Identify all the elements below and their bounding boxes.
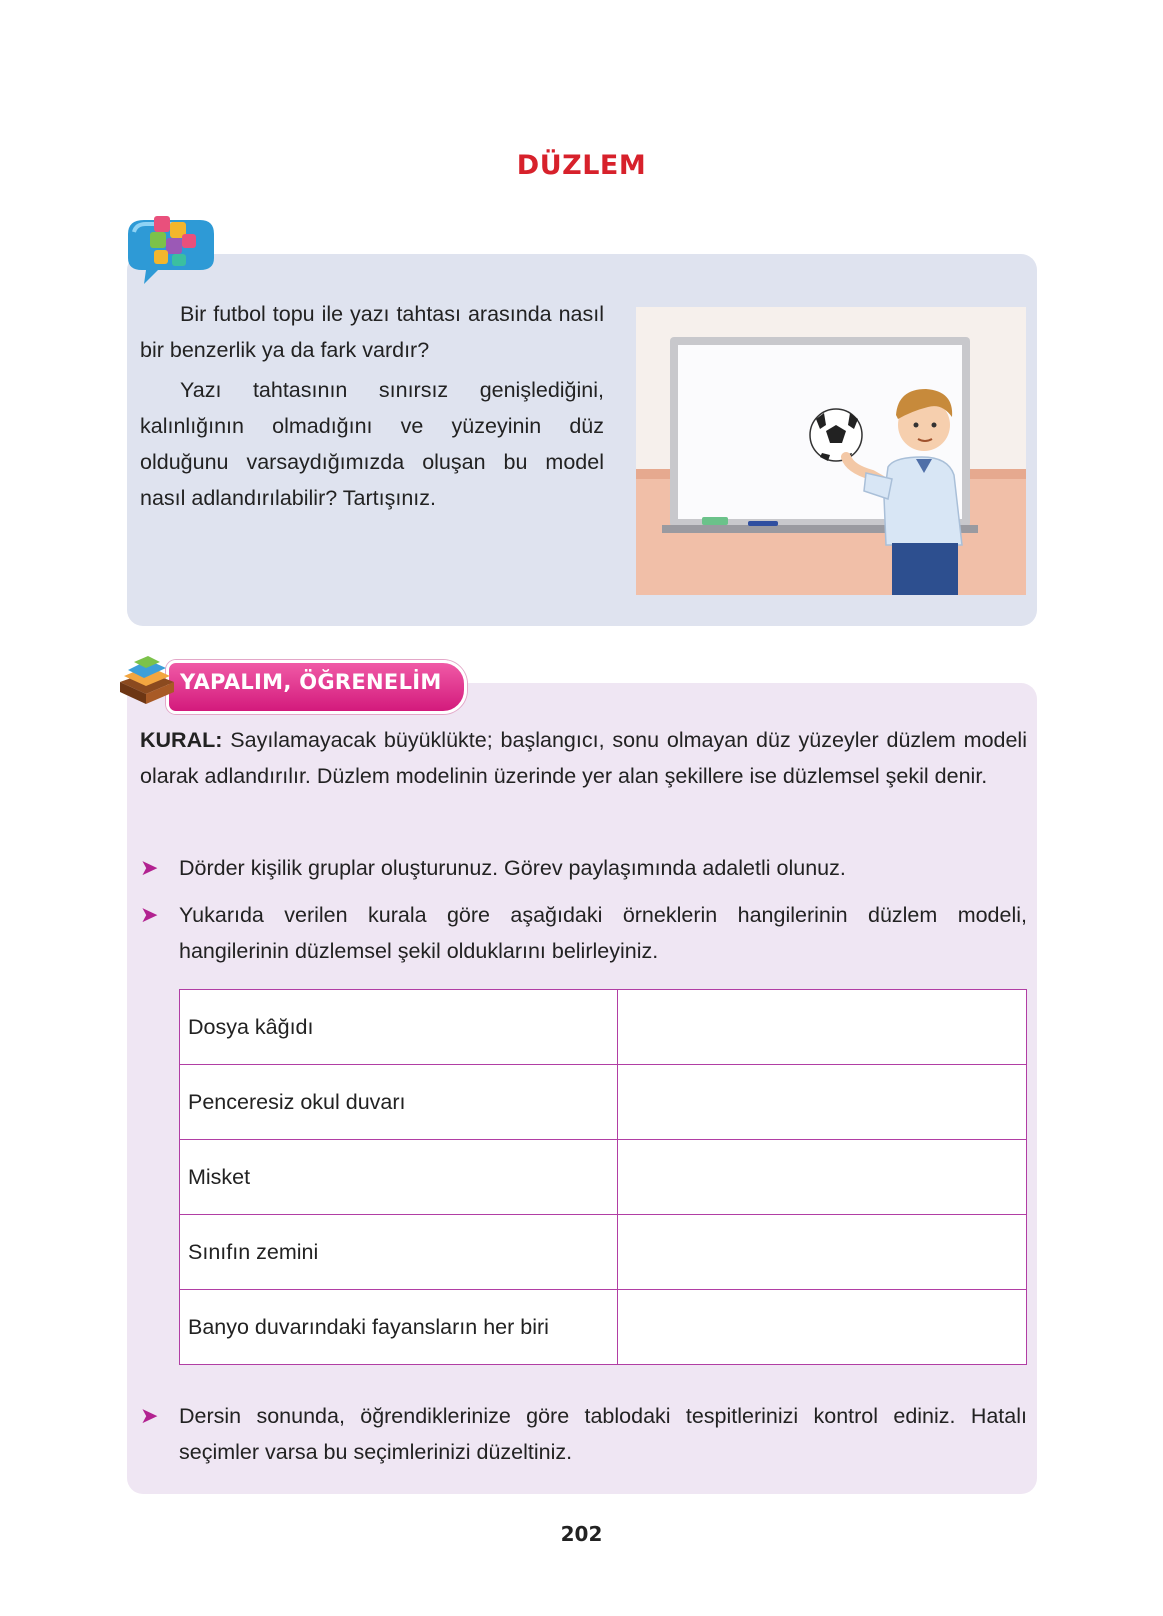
bullet-text: Dörder kişilik gruplar oluşturunuz. Görev paylaşımında adaletli olunuz. bbox=[179, 856, 846, 880]
table-cell-answer[interactable] bbox=[617, 1065, 1026, 1140]
table-row bbox=[180, 1290, 1027, 1365]
page-number: 202 bbox=[560, 1522, 603, 1546]
table-cell-answer[interactable] bbox=[617, 990, 1026, 1065]
section-banner-label: YAPALIM, ÖĞRENELİM bbox=[180, 670, 442, 694]
rule-label: KURAL: bbox=[140, 728, 223, 752]
bullet-text: Yukarıda verilen kurala göre aşağıdaki örneklerin hangilerinin düzlem modeli, hangilerinin düzlemsel şekil olduklarını belirleyiniz. bbox=[179, 903, 1027, 963]
intro-paragraph-1: Bir futbol topu ile yazı tahtası arasında nasıl bir benzerlik ya da fark vardır? bbox=[140, 302, 604, 362]
table-cell-answer[interactable] bbox=[617, 1290, 1026, 1365]
table-cell-example: Misket bbox=[180, 1140, 618, 1215]
intro-text bbox=[140, 296, 604, 520]
arrow-bullet-icon: ➤ bbox=[140, 1403, 159, 1428]
table-row bbox=[180, 1065, 1027, 1140]
table-cell-answer[interactable] bbox=[617, 1215, 1026, 1290]
bullet-text: Dersin sonunda, öğrendiklerinize göre tablodaki tespitlerinizi kontrol ediniz. Hatalı seçimler varsa bu seçimlerinizi düzeltiniz. bbox=[179, 1404, 1027, 1464]
table-row bbox=[180, 990, 1027, 1065]
table-cell-example: Penceresiz okul duvarı bbox=[180, 1065, 618, 1140]
puzzle-speech-bubble-icon bbox=[114, 212, 222, 286]
page-title: DÜZLEM bbox=[516, 150, 647, 181]
rule-text: Sayılamayacak büyüklükte; başlangıcı, sonu olmayan düz yüzeyler düzlem modeli olarak adlandırılır. Düzlem modelinin üzerinde yer alan şekillere ise düzlemsel şekil denir. bbox=[140, 728, 1027, 788]
table-row bbox=[180, 1215, 1027, 1290]
arrow-bullet-icon: ➤ bbox=[140, 902, 159, 927]
classification-table bbox=[179, 989, 1027, 1365]
rule-paragraph bbox=[140, 722, 1027, 794]
arrow-bullet-icon: ➤ bbox=[140, 855, 159, 880]
bullet-item bbox=[140, 1398, 1027, 1470]
table-row bbox=[180, 1140, 1027, 1215]
table-cell-answer[interactable] bbox=[617, 1140, 1026, 1215]
table-cell-example: Banyo duvarındaki fayansların her biri bbox=[180, 1290, 618, 1365]
intro-paragraph-2: Yazı tahtasının sınırsız genişlediğini, kalınlığının olmadığını ve yüzeyinin düz olduğunu varsaydığımızda oluşan bu model nasıl adlandırılabilir? Tartışınız. bbox=[140, 378, 604, 510]
bullet-item bbox=[140, 850, 1027, 886]
table-cell-example: Dosya kâğıdı bbox=[180, 990, 618, 1065]
table-cell-example: Sınıfın zemini bbox=[180, 1215, 618, 1290]
whiteboard-boy-illustration bbox=[636, 307, 1026, 595]
book-icon bbox=[114, 652, 180, 708]
bullet-item bbox=[140, 897, 1027, 969]
